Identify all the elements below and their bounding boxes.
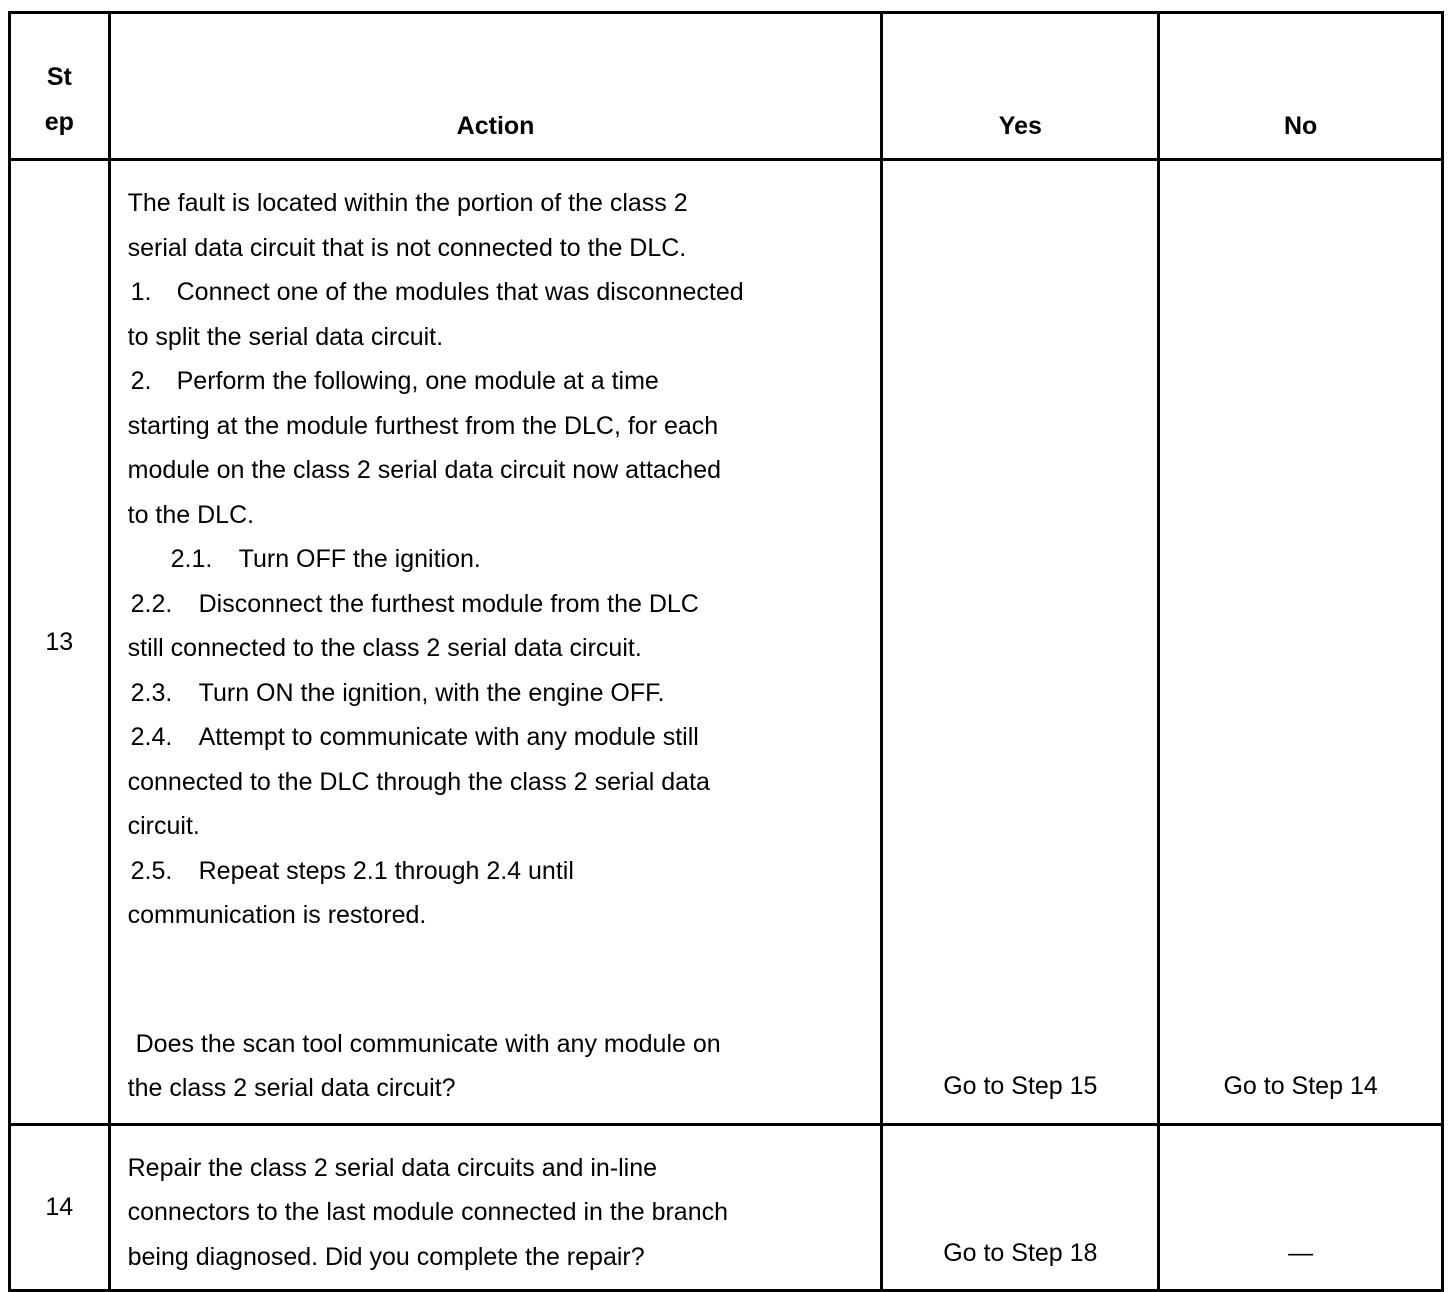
step-header-line-1: St xyxy=(46,63,72,91)
step-header-line-2: ep xyxy=(44,107,74,136)
question-text-line: Does the scan tool communicate with any module on xyxy=(135,1029,721,1058)
diagnostic-table xyxy=(8,11,1444,1292)
step-item-number: 2.1. xyxy=(170,545,213,573)
action-text-line: starting at the module furthest from the DLC, for each xyxy=(127,411,719,440)
step-item-text: Repeat steps 2.1 through 2.4 until xyxy=(198,856,574,885)
action-cell xyxy=(109,160,882,1125)
action-text-line: connected to the DLC through the class 2 serial data xyxy=(127,767,710,796)
action-text-line: The fault is located within the portion of the class 2 xyxy=(127,189,688,217)
step-item-text: Attempt to communicate with any module still xyxy=(198,723,699,751)
question-text-line: the class 2 serial data circuit? xyxy=(127,1074,456,1102)
spacer xyxy=(128,938,869,1022)
table-row-step-13 xyxy=(10,160,1443,1125)
step-item-number: 2.3. xyxy=(130,678,173,707)
action-text-line: circuit. xyxy=(127,812,200,840)
step-item-text: Connect one of the modules that was disconnected xyxy=(176,278,744,306)
step-number: 13 xyxy=(10,160,110,1125)
action-text-line: serial data circuit that is not connected to the DLC. xyxy=(127,233,687,262)
header-row xyxy=(10,13,1443,160)
table-row-step-14 xyxy=(10,1124,1443,1291)
action-text-line: to the DLC. xyxy=(127,500,255,529)
action-text-line: module on the class 2 serial data circuit now attached xyxy=(127,456,722,484)
step-item-text: Turn ON the ignition, with the engine OFF. xyxy=(198,678,665,707)
action-text-line xyxy=(128,359,869,404)
action-text-line: Repair the class 2 serial data circuits and in-line xyxy=(127,1153,658,1182)
action-text-line: connectors to the last module connected in the branch xyxy=(127,1198,729,1226)
step-item-text: Turn OFF the ignition. xyxy=(238,545,481,573)
step-item-number: 2.2. xyxy=(130,589,173,618)
action-text-line xyxy=(128,715,869,760)
step-item-number: 2.5. xyxy=(130,856,173,885)
yes-result: Go to Step 15 xyxy=(882,160,1159,1125)
no-result: — xyxy=(1159,1124,1443,1291)
step-item-number: 2. xyxy=(130,367,152,395)
action-text-line xyxy=(128,270,869,315)
step-column-header xyxy=(10,13,110,160)
action-text-line: still connected to the class 2 serial data circuit. xyxy=(127,634,642,662)
step-number: 14 xyxy=(10,1124,110,1291)
yes-column-header: Yes xyxy=(882,13,1159,160)
action-text-line xyxy=(128,582,869,627)
step-item-number: 1. xyxy=(130,278,152,306)
step-item-text: Perform the following, one module at a time xyxy=(176,367,659,395)
yes-result: Go to Step 18 xyxy=(882,1124,1159,1291)
no-column-header: No xyxy=(1159,13,1443,160)
step-item-text: Disconnect the furthest module from the DLC xyxy=(198,589,699,618)
action-column-header: Action xyxy=(109,13,882,160)
action-text-line: to split the serial data circuit. xyxy=(127,322,444,351)
step-item-number: 2.4. xyxy=(130,723,173,751)
action-text-line: communication is restored. xyxy=(127,901,427,929)
no-result: Go to Step 14 xyxy=(1159,160,1443,1125)
action-text-line xyxy=(128,671,869,716)
action-text-line: being diagnosed. Did you complete the repair? xyxy=(127,1242,645,1271)
action-cell xyxy=(109,1124,882,1291)
action-text-line xyxy=(128,849,869,894)
action-text-line xyxy=(128,537,869,582)
